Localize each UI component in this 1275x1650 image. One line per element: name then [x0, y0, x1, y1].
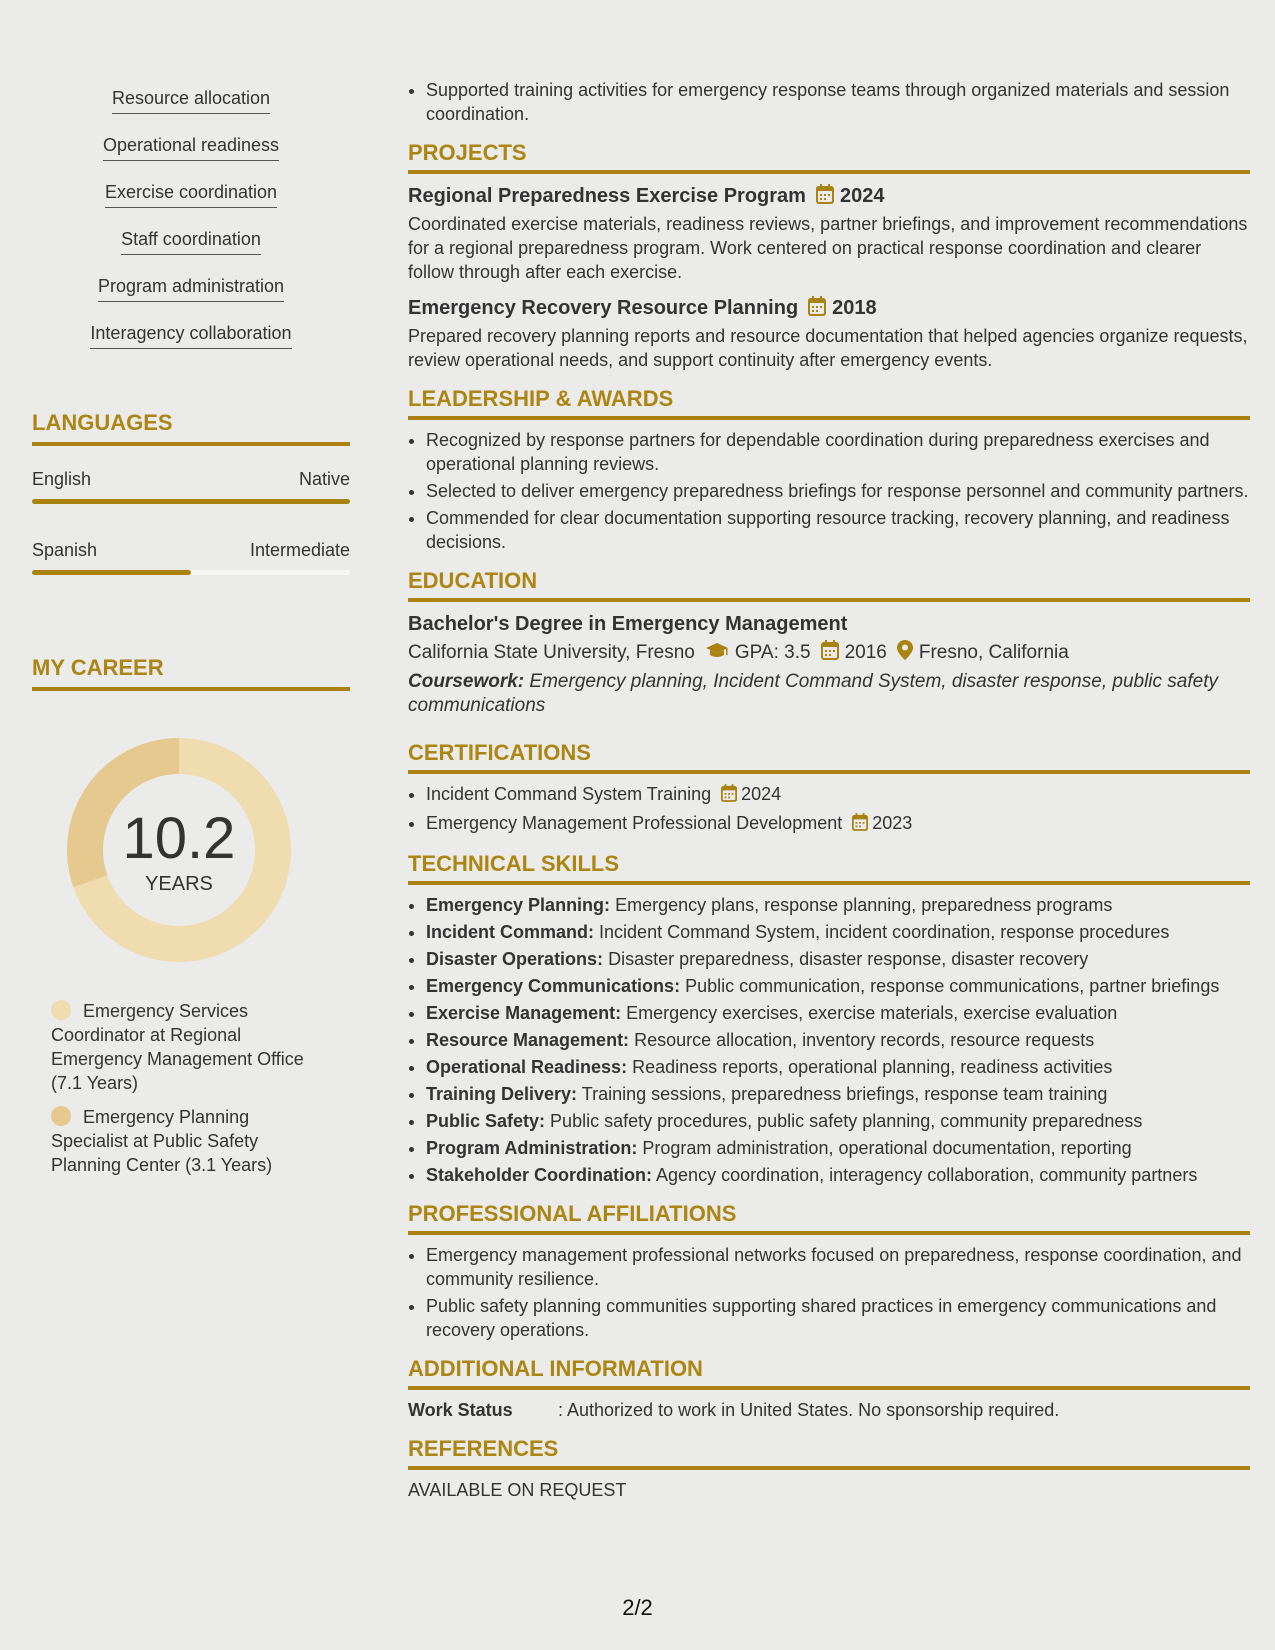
technical-skills-title: TECHNICAL SKILLS — [408, 851, 1250, 885]
calendar-icon — [816, 184, 834, 212]
skill-tag: Staff coordination — [121, 223, 261, 255]
skill-text: Readiness reports, operational planning, readiness activities — [632, 1057, 1113, 1077]
skill-label: Resource Management: — [426, 1030, 630, 1050]
skill-tags — [32, 82, 350, 364]
experience-tail-list — [408, 78, 1250, 126]
language-bar — [32, 570, 350, 575]
projects-section — [408, 140, 1250, 372]
languages-section — [32, 410, 350, 575]
skill-text: Emergency exercises, exercise materials, exercise evaluation — [626, 1003, 1118, 1023]
work-status-value: : Authorized to work in United States. No sponsorship required. — [558, 1400, 1060, 1420]
coursework-label: Coursework: — [408, 671, 525, 692]
right-column — [408, 78, 1250, 1502]
legend-dot-icon — [51, 1106, 71, 1126]
leadership-title: LEADERSHIP & AWARDS — [408, 386, 1250, 420]
career-unit: YEARS — [145, 873, 213, 895]
calendar-icon — [808, 296, 826, 324]
coursework-text: Emergency planning, Incident Command System, disaster response, public safety communications — [408, 671, 1218, 716]
project-description: Prepared recovery planning reports and resource documentation that helped agencies organize requests, review operational needs, and support continuity after emergency events. — [408, 326, 1248, 370]
experience-bullet: • Supported training activities for emergency response teams through organized materials and session coordination. — [426, 78, 1250, 126]
career-item — [51, 1105, 321, 1177]
calendar-icon — [852, 813, 868, 837]
project-name: Emergency Recovery Resource Planning — [408, 297, 799, 319]
skill-label: Stakeholder Coordination: — [426, 1165, 653, 1185]
language-level: Intermediate — [249, 540, 350, 560]
certification-name: Incident Command System Training — [426, 784, 712, 804]
skill-tag: Interagency collaboration — [90, 317, 291, 349]
page-number: 2/2 — [622, 1595, 653, 1620]
skill-label: Training Delivery: — [426, 1084, 578, 1104]
technical-skill-item — [426, 1109, 1250, 1133]
career-section — [32, 655, 350, 1177]
references-text: AVAILABLE ON REQUEST — [408, 1480, 627, 1500]
leadership-item: • Recognized by response partners for dependable coordination during preparedness exercises and operational planning reviews. — [426, 428, 1250, 476]
language-bar-fill — [32, 499, 350, 504]
skill-tag: Operational readiness — [103, 129, 279, 161]
skill-label: Public Safety: — [426, 1111, 546, 1131]
education-meta — [408, 638, 1250, 670]
affiliation-item: • Public safety planning communities supporting shared practices in emergency communications and recovery operations. — [426, 1294, 1250, 1342]
skill-label: Incident Command: — [426, 922, 595, 942]
legend-dot-icon — [51, 1000, 71, 1020]
skill-label: Disaster Operations: — [426, 949, 604, 969]
technical-skill-item — [426, 920, 1250, 944]
gpa: GPA: 3.5 — [734, 642, 811, 663]
project-description: Coordinated exercise materials, readiness reviews, partner briefings, and improvement recommendations for a regional preparedness program. Work centered on practical response coordination and clearer follow through after each exercise. — [408, 214, 1248, 282]
skill-text: Public communication, response communications, partner briefings — [685, 976, 1220, 996]
career-legend — [51, 999, 321, 1177]
graduation-cap-icon — [705, 640, 729, 670]
affiliations-section — [408, 1201, 1250, 1342]
education-section — [408, 568, 1250, 718]
language-bar-fill — [32, 570, 191, 575]
certifications-section — [408, 740, 1250, 837]
skill-text: Program administration, operational documentation, reporting — [642, 1138, 1132, 1158]
certification-item — [426, 811, 1250, 837]
work-status-row — [408, 1398, 1250, 1422]
career-item-text: Emergency Planning Specialist at Public Safety Planning Center (3.1 Years) — [51, 1107, 273, 1175]
project-title — [408, 182, 1250, 212]
coursework — [408, 670, 1250, 718]
language-name: Spanish — [32, 540, 98, 560]
additional-info-section — [408, 1356, 1250, 1422]
skill-text: Incident Command System, incident coordination, response procedures — [599, 922, 1170, 942]
projects-title: PROJECTS — [408, 140, 1250, 174]
certification-item — [426, 782, 1250, 808]
skill-tag: Program administration — [98, 270, 284, 302]
references-title: REFERENCES — [408, 1436, 1250, 1470]
project-year: 2018 — [832, 297, 877, 319]
skill-text: Training sessions, preparedness briefings, response team training — [581, 1084, 1108, 1104]
degree-title: Bachelor's Degree in Emergency Management — [408, 613, 848, 635]
certification-year: 2024 — [741, 784, 782, 804]
language-name: English — [32, 469, 92, 489]
technical-skill-item — [426, 1163, 1250, 1187]
technical-skill-item — [426, 1136, 1250, 1160]
technical-skills-section — [408, 851, 1250, 1187]
skill-label: Emergency Planning: — [426, 895, 611, 915]
technical-skill-item — [426, 1082, 1250, 1106]
language-level: Native — [298, 469, 350, 489]
technical-skill-item — [426, 947, 1250, 971]
education-location: Fresno, California — [918, 642, 1069, 663]
skill-text: Disaster preparedness, disaster response, disaster recovery — [608, 949, 1089, 969]
career-total: 10.2 — [122, 806, 236, 871]
project-year: 2024 — [839, 185, 885, 207]
certification-year: 2023 — [872, 813, 913, 833]
additional-info-title: ADDITIONAL INFORMATION — [408, 1356, 1250, 1390]
project-title — [408, 294, 1250, 324]
technical-skill-item — [426, 1055, 1250, 1079]
language-bar — [32, 499, 350, 504]
career-title: MY CAREER — [32, 655, 350, 691]
skill-text: Emergency plans, response planning, preparedness programs — [615, 895, 1113, 915]
technical-skill-item — [426, 893, 1250, 917]
leadership-item: • Commended for clear documentation supporting resource tracking, recovery planning, and readiness decisions. — [426, 506, 1250, 554]
calendar-icon — [821, 640, 839, 670]
skill-label: Operational Readiness: — [426, 1057, 628, 1077]
certifications-title: CERTIFICATIONS — [408, 740, 1250, 774]
project-name: Regional Preparedness Exercise Program — [408, 185, 806, 207]
skill-text: Agency coordination, interagency collaboration, community partners — [656, 1165, 1198, 1185]
leadership-item: • Selected to deliver emergency preparedness briefings for response personnel and community partners. — [426, 479, 1250, 503]
certification-name: Emergency Management Professional Development — [426, 813, 843, 833]
skill-tag: Resource allocation — [112, 82, 270, 114]
skill-label: Emergency Communications: — [426, 976, 681, 996]
skill-tag: Exercise coordination — [105, 176, 277, 208]
school-name: California State University, Fresno — [408, 642, 695, 663]
references-section — [408, 1436, 1250, 1502]
language-row — [32, 539, 350, 575]
affiliations-title: PROFESSIONAL AFFILIATIONS — [408, 1201, 1250, 1235]
technical-skill-item — [426, 1001, 1250, 1025]
affiliation-item: • Emergency management professional networks focused on preparedness, response coordination, and community resilience. — [426, 1243, 1250, 1291]
languages-title: LANGUAGES — [32, 410, 350, 446]
language-row — [32, 468, 350, 504]
skill-label: Exercise Management: — [426, 1003, 622, 1023]
career-item-text: Emergency Services Coordinator at Regional Emergency Management Office (7.1 Years) — [51, 1001, 304, 1093]
calendar-icon — [721, 784, 737, 808]
career-item — [51, 999, 321, 1095]
technical-skill-item — [426, 1028, 1250, 1052]
skill-text: Public safety procedures, public safety planning, community preparedness — [550, 1111, 1143, 1131]
education-title: EDUCATION — [408, 568, 1250, 602]
career-donut — [66, 737, 292, 963]
skill-text: Resource allocation, inventory records, resource requests — [634, 1030, 1095, 1050]
location-pin-icon — [897, 640, 913, 670]
graduation-year: 2016 — [844, 642, 887, 663]
leadership-section — [408, 386, 1250, 554]
work-status-label: Work Status — [408, 1400, 513, 1420]
technical-skill-item — [426, 974, 1250, 998]
skill-label: Program Administration: — [426, 1138, 638, 1158]
left-column — [32, 82, 350, 1187]
